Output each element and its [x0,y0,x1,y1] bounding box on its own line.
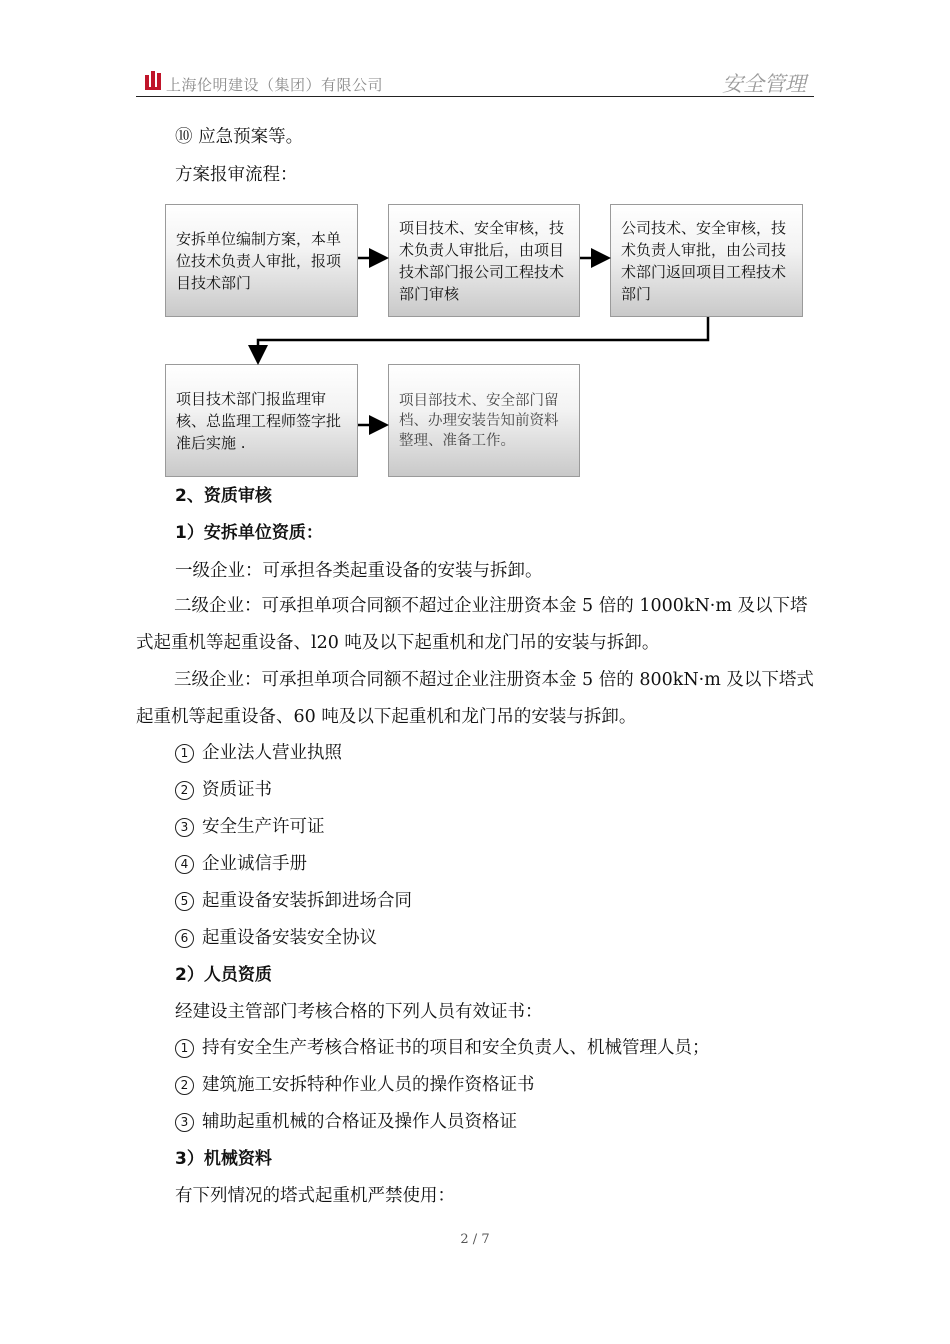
circled-number: 2 [175,781,194,800]
circled-number: 1 [175,1039,194,1058]
subheading-personnel: 2）人员资质 [175,965,272,985]
paragraph-grade1: 一级企业：可承担各类起重设备的安装与拆卸。 [175,561,543,581]
subheading-unit-qualification: 1）安拆单位资质： [175,523,323,543]
list-item-doc [175,815,325,839]
flow-box-4: 项目技术部门报监理审核、总监理工程师签字批准后实施 . [165,364,358,477]
paragraph-machinery: 有下列情况的塔式起重机严禁使用： [175,1186,455,1206]
list-item-person [175,1110,517,1134]
paragraph-grade2: 二级企业：可承担单项合同额不超过企业注册资本金 5 倍的 1000kN·m 及以下塔式起重机等起重设备、l20 吨及以下起重机和龙门吊的安装与拆卸。 [136,596,808,653]
flow-box-1: 安拆单位编制方案，本单位技术负责人审批，报项目技术部门 [165,204,358,317]
list-item-doc [175,741,342,765]
arrow-3-4 [258,317,708,360]
company-name: 上海伦明建设（集团）有限公司 [166,76,384,94]
circled-number: 5 [175,892,194,911]
list-item-person [175,1073,535,1097]
subheading-machinery: 3）机械资料 [175,1149,272,1169]
flow-title: 方案报审流程： [175,165,298,185]
list-item-person [175,1036,710,1060]
circled-number: 4 [175,855,194,874]
item-number: ⑩ [175,127,193,147]
section-title: 安全管理 [722,72,806,96]
list-item-doc [175,889,412,913]
paragraph-personnel: 经建设主管部门考核合格的下列人员有效证书： [175,1002,543,1022]
circled-number: 1 [175,744,194,763]
item-text: 企业诚信手册 [202,854,307,874]
circled-number: 3 [175,1113,194,1132]
flow-box-2: 项目技术、安全审核，技术负责人审批后，由项目技术部门报公司工程技术部门审核 [388,204,580,317]
item-text: 辅助起重机械的合格证及操作人员资格证 [202,1112,517,1132]
section-heading-qualification: 2、资质审核 [175,486,272,506]
item-text: 起重设备安装拆卸进场合同 [202,891,412,911]
list-item-doc [175,778,272,802]
item-text: 持有安全生产考核合格证书的项目和安全负责人、机械管理人员； [202,1038,710,1058]
list-item-doc [175,852,307,876]
paragraph-grade3: 三级企业：可承担单项合同额不超过企业注册资本金 5 倍的 800kN·m 及以下塔式起重机等起重设备、60 吨及以下起重机和龙门吊的安装与拆卸。 [136,670,814,727]
flow-box-5: 项目部技术、安全部门留档、办理安装告知前资料整理、准备工作。 [388,364,580,477]
circled-number: 6 [175,929,194,948]
item-text: 建筑施工安拆特种作业人员的操作资格证书 [202,1075,535,1095]
circled-number: 3 [175,818,194,837]
flow-arrows [0,0,950,500]
item-text: 安全生产许可证 [202,817,325,837]
item-text: 应急预案等。 [198,127,304,147]
page-number: 2 / 7 [460,1232,490,1247]
item-text: 企业法人营业执照 [202,743,342,763]
circled-number: 2 [175,1076,194,1095]
flow-box-3: 公司技术、安全审核，技术负责人审批，由公司技术部门返回项目工程技术部门 [610,204,803,317]
item-text: 起重设备安装安全协议 [202,928,377,948]
list-item-doc [175,926,377,950]
item-text: 资质证书 [202,780,272,800]
